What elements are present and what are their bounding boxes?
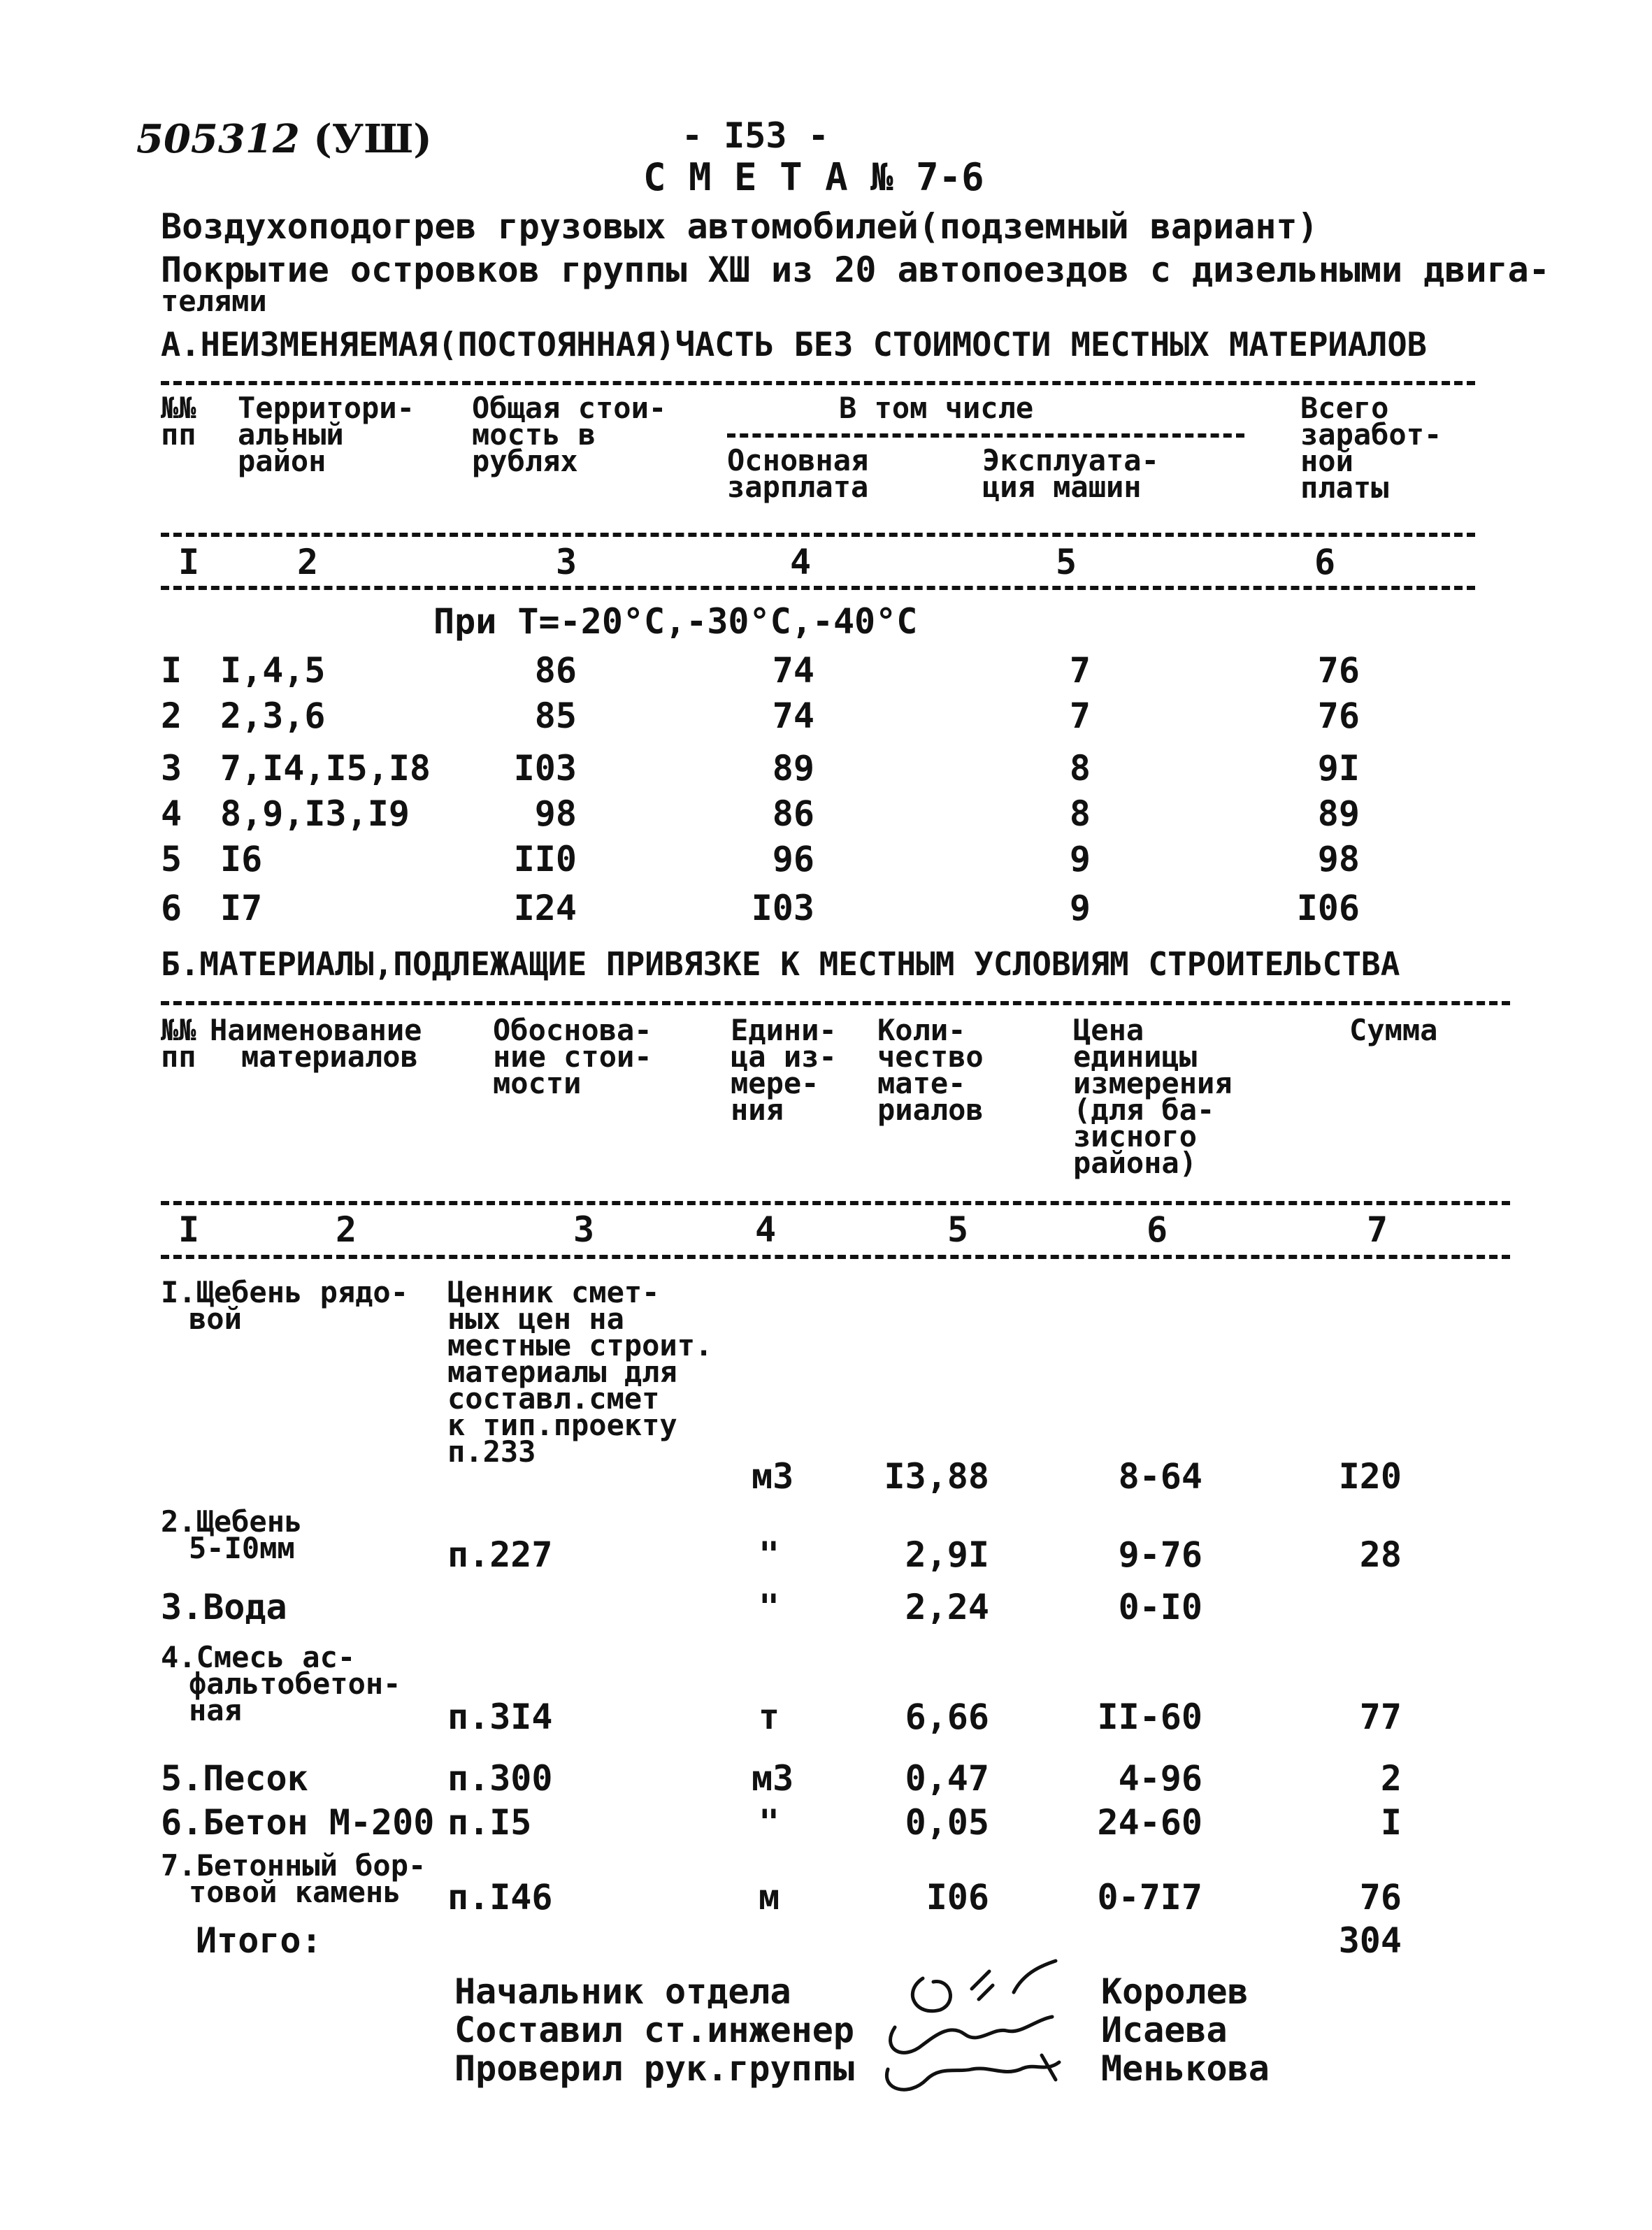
- signature-name: Исаева: [1101, 2010, 1228, 2050]
- material-basis: п.3I4: [447, 1697, 553, 1737]
- section-a-heading: А.НЕИЗМЕНЯЕМАЯ(ПОСТОЯННАЯ)ЧАСТЬ БЕЗ СТОИМОСТИ МЕСТНЫХ МАТЕРИАЛОВ: [161, 326, 1427, 364]
- column-number: 5: [1056, 542, 1077, 582]
- row-wage: 89: [772, 748, 814, 789]
- header-total-line: рублях: [472, 444, 578, 478]
- row-wage: 86: [772, 793, 814, 834]
- row-total-wage: 98: [1317, 839, 1360, 879]
- header-num-line: №№: [161, 391, 196, 425]
- divider: [161, 381, 1475, 385]
- material-quantity: I06: [926, 1877, 989, 1918]
- material-sum: I20: [1338, 1456, 1402, 1497]
- signature-name: Менькова: [1101, 2048, 1270, 2089]
- document-code-number: 505312: [136, 116, 300, 162]
- material-quantity: 0,47: [905, 1758, 989, 1799]
- header-wage-line: зарплата: [727, 470, 869, 504]
- material-price: 24-60: [1097, 1802, 1202, 1843]
- material-sum: 76: [1359, 1877, 1402, 1918]
- subtitle-line-1: Воздухоподогрев грузовых автомобилей(подземный вариант): [161, 206, 1319, 247]
- signature-name: Королев: [1101, 1971, 1249, 2012]
- material-price: 4-96: [1118, 1758, 1202, 1799]
- divider: [161, 1201, 1510, 1205]
- column-number: 5: [947, 1209, 969, 1250]
- material-sum: 77: [1359, 1697, 1402, 1737]
- material-sum: 28: [1359, 1534, 1402, 1575]
- column-number: 3: [573, 1209, 595, 1250]
- row-machines: 8: [1069, 793, 1091, 834]
- header-price-line: Цена: [1073, 1013, 1144, 1047]
- row-region: I6: [220, 839, 263, 879]
- signature-stroke: [886, 2062, 1059, 2089]
- material-price: 0-7I7: [1097, 1877, 1202, 1918]
- material-name-line: ная: [189, 1693, 242, 1727]
- material-name-line: 4.Смесь ас-: [161, 1640, 356, 1674]
- header-num: [161, 391, 196, 452]
- page-number: - I53 -: [682, 115, 829, 156]
- material-unit: м3: [752, 1456, 794, 1497]
- header-unit-line: мере-: [731, 1066, 819, 1100]
- row-total-wage: 76: [1317, 696, 1360, 736]
- material-unit: м: [759, 1877, 780, 1918]
- row-number: 5: [161, 839, 182, 879]
- row-machines: 9: [1069, 888, 1091, 928]
- header-cost-basis: [493, 1013, 652, 1100]
- material-name: 5.Песок: [161, 1758, 308, 1799]
- row-region: 7,I4,I5,I8: [220, 748, 431, 789]
- material-name: [161, 1848, 426, 1909]
- material-name: 6.Бетон М-200: [161, 1802, 435, 1843]
- material-price: 9-76: [1118, 1534, 1202, 1575]
- header-basis-line: Обоснова-: [493, 1013, 652, 1047]
- column-number: 6: [1147, 1209, 1168, 1250]
- total-sum: 304: [1338, 1920, 1402, 1961]
- signature-role: Проверил рук.группы: [454, 2048, 854, 2089]
- material-unit: ": [759, 1587, 780, 1627]
- material-unit: т: [759, 1697, 780, 1737]
- document-code: [136, 116, 432, 162]
- material-basis: п.300: [447, 1758, 553, 1799]
- signature-stroke: [972, 1971, 993, 1999]
- header-qty-line: Коли-: [877, 1013, 966, 1047]
- material-quantity: 2,24: [905, 1587, 989, 1627]
- material-price: II-60: [1097, 1697, 1202, 1737]
- header-num-line: пп: [161, 417, 196, 452]
- row-number: I: [161, 650, 182, 691]
- handwritten-signatures: [874, 1950, 1098, 2104]
- header-base-wage: [727, 443, 869, 504]
- material-basis-line: материалы для: [447, 1355, 677, 1389]
- material-basis-line: к тип.проекту: [447, 1408, 677, 1442]
- header-machines: [982, 443, 1159, 504]
- row-machines: 7: [1069, 696, 1091, 736]
- header-quantity: [877, 1013, 984, 1127]
- row-region: I7: [220, 888, 263, 928]
- row-number: 3: [161, 748, 182, 789]
- header-name-line: материалов: [241, 1040, 418, 1074]
- total-label: Итого:: [196, 1920, 322, 1961]
- material-quantity: 0,05: [905, 1802, 989, 1843]
- material-price: 8-64: [1118, 1456, 1202, 1497]
- material-name: [161, 1640, 401, 1727]
- header-qty-line: риалов: [877, 1093, 984, 1127]
- material-basis-line: п.233: [447, 1434, 536, 1469]
- header-total-wage-line: ной: [1300, 444, 1353, 478]
- document-code-suffix: (УШ): [313, 116, 432, 162]
- row-total-wage: 9I: [1317, 748, 1360, 789]
- header-material-name: [210, 1013, 422, 1074]
- header-num-line: №№: [161, 1013, 196, 1047]
- material-name: [161, 1504, 303, 1565]
- column-number: I: [178, 542, 200, 582]
- signature-stroke: [1014, 1961, 1056, 1992]
- header-unit-line: Едини-: [731, 1013, 837, 1047]
- material-basis-line: ных цен на: [447, 1302, 624, 1336]
- row-wage: 74: [772, 650, 814, 691]
- material-price: 0-I0: [1118, 1587, 1202, 1627]
- material-quantity: I3,88: [884, 1456, 989, 1497]
- header-total-wage: [1300, 391, 1442, 505]
- header-total-wage-line: заработ-: [1300, 417, 1442, 452]
- divider: [727, 433, 1244, 438]
- subtitle-line-3: телями: [161, 284, 267, 318]
- row-total: II0: [513, 839, 577, 879]
- material-basis-line: Ценник смет-: [447, 1275, 660, 1309]
- header-unit-price: [1073, 1013, 1233, 1180]
- material-name-line: 7.Бетонный бор-: [161, 1848, 426, 1883]
- header-num: [161, 1013, 196, 1074]
- header-basis-line: мости: [493, 1066, 582, 1100]
- material-basis: п.I5: [447, 1802, 532, 1843]
- row-wage: 96: [772, 839, 814, 879]
- row-total-wage: 76: [1317, 650, 1360, 691]
- header-price-line: (для ба-: [1073, 1093, 1215, 1127]
- material-name: [161, 1275, 409, 1336]
- row-region: 8,9,I3,I9: [220, 793, 410, 834]
- header-unit-line: ца из-: [731, 1040, 837, 1074]
- row-total: 98: [534, 793, 577, 834]
- material-unit: ": [759, 1534, 780, 1575]
- column-number: I: [178, 1209, 200, 1250]
- row-wage: I03: [751, 888, 814, 928]
- header-machines-line: ция машин: [982, 470, 1142, 504]
- header-price-line: района): [1073, 1146, 1198, 1180]
- header-total-line: мость в: [472, 417, 596, 452]
- divider: [161, 533, 1475, 537]
- divider: [161, 586, 1475, 590]
- material-basis: п.227: [447, 1534, 553, 1575]
- divider: [161, 1001, 1510, 1005]
- material-unit: ": [759, 1802, 780, 1843]
- subtitle-line-2: Покрытие островков группы ХШ из 20 автопоездов с дизельными двига-: [161, 250, 1550, 290]
- material-name-line: I.Щебень рядо-: [161, 1275, 409, 1309]
- material-sum: I: [1380, 1802, 1402, 1843]
- material-name-line: фальтобетон-: [189, 1667, 401, 1701]
- signature-role: Составил ст.инженер: [454, 2010, 854, 2050]
- row-total: I03: [513, 748, 577, 789]
- material-basis-line: составл.смет: [447, 1381, 660, 1416]
- material-sum: 2: [1380, 1758, 1402, 1799]
- column-number: 2: [297, 542, 319, 582]
- row-machines: 7: [1069, 650, 1091, 691]
- row-machines: 9: [1069, 839, 1091, 879]
- column-number: 3: [556, 542, 577, 582]
- row-total-wage: 89: [1317, 793, 1360, 834]
- estimate-title: С М Е Т А № 7-6: [643, 155, 984, 199]
- row-number: 6: [161, 888, 182, 928]
- material-quantity: 2,9I: [905, 1534, 989, 1575]
- column-number: 7: [1367, 1209, 1388, 1250]
- material-name-line: 2.Щебень: [161, 1504, 303, 1539]
- header-name-line: Наименование: [210, 1013, 422, 1047]
- header-qty-line: чество: [877, 1040, 984, 1074]
- row-total-wage: I06: [1296, 888, 1360, 928]
- row-region: I,4,5: [220, 650, 326, 691]
- material-basis-line: местные строит.: [447, 1328, 713, 1362]
- header-total-line: Общая стои-: [472, 391, 667, 425]
- header-region-line: альный: [238, 417, 344, 452]
- column-number: 4: [790, 542, 812, 582]
- row-number: 4: [161, 793, 182, 834]
- header-region-line: Территори-: [238, 391, 415, 425]
- row-total: I24: [513, 888, 577, 928]
- header-unit-line: ния: [731, 1093, 784, 1127]
- signature-role: Начальник отдела: [454, 1971, 791, 2012]
- column-number: 2: [336, 1209, 357, 1250]
- header-region: [238, 391, 415, 478]
- divider: [161, 1255, 1510, 1259]
- header-unit: [731, 1013, 837, 1127]
- material-quantity: 6,66: [905, 1697, 989, 1737]
- header-sum: Сумма: [1349, 1013, 1438, 1047]
- material-basis: п.I46: [447, 1877, 553, 1918]
- material-name-line: 5-I0мм: [189, 1531, 295, 1565]
- row-number: 2: [161, 696, 182, 736]
- header-total-cost: [472, 391, 667, 478]
- column-number: 4: [755, 1209, 777, 1250]
- material-name-line: товой камень: [189, 1875, 401, 1909]
- header-including: В том числе: [839, 391, 1034, 425]
- signature-stroke: [891, 2017, 1052, 2052]
- header-num-line: пп: [161, 1040, 196, 1074]
- row-total: 86: [534, 650, 577, 691]
- row-wage: 74: [772, 696, 814, 736]
- header-qty-line: мате-: [877, 1066, 966, 1100]
- header-total-wage-line: платы: [1300, 470, 1389, 505]
- material-basis: [447, 1275, 713, 1469]
- column-number: 6: [1314, 542, 1336, 582]
- signature-stroke: [912, 1978, 950, 2011]
- row-region: 2,3,6: [220, 696, 326, 736]
- header-region-line: район: [238, 444, 326, 478]
- material-unit: м3: [752, 1758, 794, 1799]
- header-price-line: зисного: [1073, 1119, 1198, 1153]
- material-name: 3.Вода: [161, 1587, 287, 1627]
- header-price-line: единицы: [1073, 1040, 1198, 1074]
- header-machines-line: Эксплуата-: [982, 443, 1159, 477]
- header-total-wage-line: Всего: [1300, 391, 1389, 425]
- row-total: 85: [534, 696, 577, 736]
- header-wage-line: Основная: [727, 443, 869, 477]
- header-basis-line: ние стои-: [493, 1040, 652, 1074]
- material-name-line: вой: [189, 1302, 242, 1336]
- header-price-line: измерения: [1073, 1066, 1233, 1100]
- section-b-heading: Б.МАТЕРИАЛЫ,ПОДЛЕЖАЩИЕ ПРИВЯЗКЕ К МЕСТНЫМ УСЛОВИЯМ СТРОИТЕЛЬСТВА: [161, 945, 1400, 983]
- row-machines: 8: [1069, 748, 1091, 789]
- temperature-condition: При Т=-20°С,-30°С,-40°С: [433, 601, 918, 642]
